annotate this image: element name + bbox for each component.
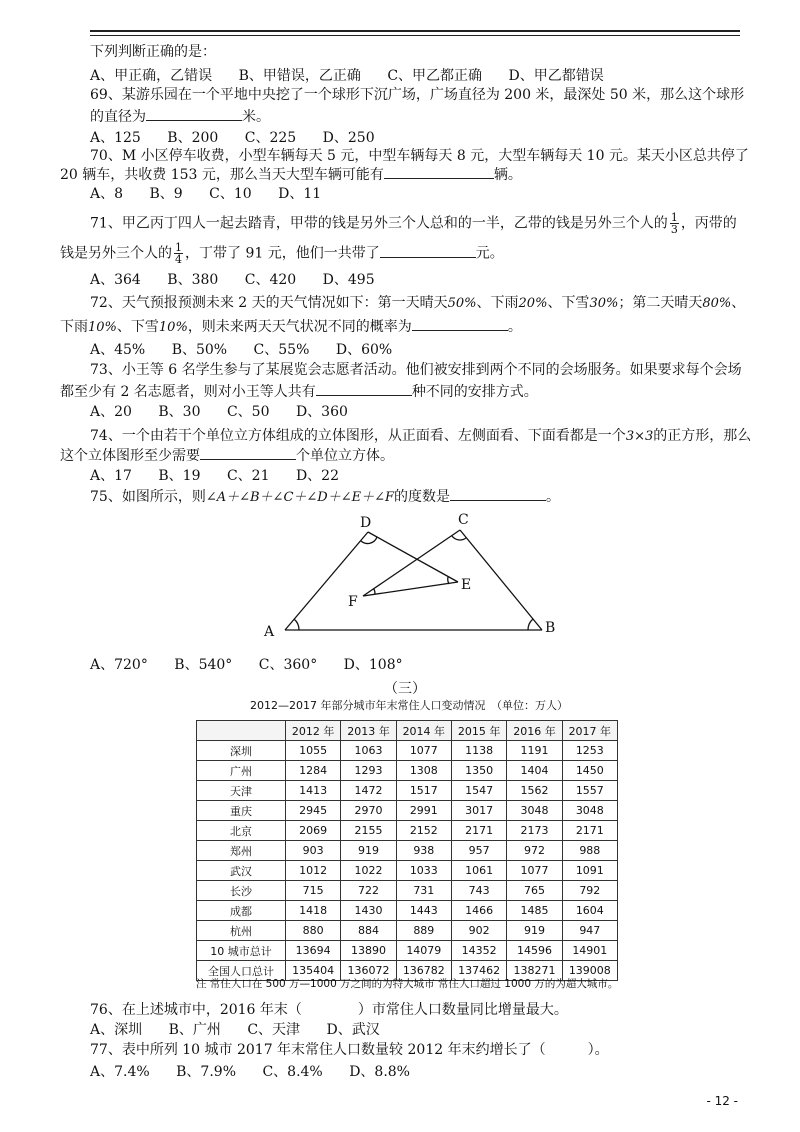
table-header-row <box>197 721 618 741</box>
q74-option-c[interactable]: C、21 <box>226 468 270 484</box>
table-cell: 2069 <box>286 821 341 841</box>
q68-stem: 下列判断正确的是： <box>90 44 216 60</box>
table-cell: 1450 <box>562 761 617 781</box>
table-cell: 139008 <box>562 961 617 981</box>
table-cell: 884 <box>341 921 396 941</box>
q70-stem-line1: 70、M 小区停车收费，小型车辆每天 5 元，中型车辆每天 8 元，大型车辆每天 10 元。某天小区总共停了 <box>90 148 749 164</box>
table-cell: 919 <box>507 921 562 941</box>
q68-option-d[interactable]: D、甲乙都错误 <box>508 68 604 84</box>
q72-snow-label: 、下雪 <box>547 295 590 311</box>
table-row <box>197 761 618 781</box>
q71-option-c[interactable]: C、420 <box>244 272 297 288</box>
q73-stem-line1: 73、小王等 6 名学生参与了某展览会志愿者活动。他们被安排到两个不同的会场服务。如果要求每个会场 <box>90 362 742 378</box>
table-cell: 880 <box>286 921 341 941</box>
table-cell: 1418 <box>286 901 341 921</box>
q69-options <box>90 128 397 148</box>
table-cell: 919 <box>341 841 396 861</box>
q72-option-c[interactable]: C、55% <box>253 342 310 358</box>
table-cell: 1077 <box>507 861 562 881</box>
q71-option-d[interactable]: D、495 <box>322 272 375 288</box>
q68-option-b[interactable]: B、甲错误，乙正确 <box>238 68 361 84</box>
q70-option-d[interactable]: D、11 <box>278 186 322 202</box>
table-cell: 3048 <box>562 801 617 821</box>
segment-ad <box>285 532 368 630</box>
q73-stem-suffix: 种不同的安排方式。 <box>411 384 538 400</box>
q72-day2-label: ；第二天晴天 <box>618 295 703 311</box>
q71-fraction2-numerator: 1 <box>175 241 182 254</box>
q74-answer-blank[interactable] <box>200 445 296 460</box>
q74-option-a[interactable]: A、17 <box>90 468 132 484</box>
table-cell: 14901 <box>562 941 617 961</box>
q72-prob-snow-day2: 10% <box>158 320 188 335</box>
table-cell: 1472 <box>341 781 396 801</box>
vertex-label-a: A <box>264 624 275 640</box>
table-cell: 2152 <box>396 821 451 841</box>
table-header-cell <box>197 721 286 741</box>
q76-option-d[interactable]: D、武汉 <box>326 1022 380 1038</box>
q72-separator: 、 <box>731 295 746 311</box>
table-cell: 2171 <box>451 821 506 841</box>
table-cell: 2945 <box>286 801 341 821</box>
population-table <box>196 720 618 981</box>
segment-cf <box>363 530 460 596</box>
table-cell: 1485 <box>507 901 562 921</box>
table-row-label: 郑州 <box>197 841 286 861</box>
q75-stem-suffix: 。 <box>546 489 561 505</box>
q69-stem-text: 的直径为 <box>90 109 146 125</box>
table-cell: 1466 <box>451 901 506 921</box>
table-header-cell: 2012 年 <box>286 721 341 741</box>
q77-options <box>90 1062 432 1082</box>
q69-answer-blank[interactable] <box>146 106 242 121</box>
q72-rain-label-2: 下雨 <box>60 319 88 335</box>
table-cell: 1077 <box>396 741 451 761</box>
table-cell: 792 <box>562 881 617 901</box>
table-header-cell: 2017 年 <box>562 721 617 741</box>
q71-fraction1-denominator: 3 <box>670 223 678 236</box>
table-cell: 889 <box>396 921 451 941</box>
table-header-cell: 2014 年 <box>396 721 451 741</box>
segment-ef <box>363 582 458 596</box>
vertex-label-d: D <box>360 515 372 531</box>
table-cell: 136782 <box>396 961 451 981</box>
table-row-label: 广州 <box>197 761 286 781</box>
q75-angle-sum: ∠A＋∠B＋∠C＋∠D＋∠E＋∠F <box>205 490 395 505</box>
table-cell: 1012 <box>286 861 341 881</box>
vertex-label-f: F <box>348 594 358 610</box>
table-cell: 1557 <box>562 781 617 801</box>
section-heading: （三） <box>384 681 426 697</box>
angle-arc-e <box>448 577 449 584</box>
table-row-label: 武汉 <box>197 861 286 881</box>
q76-option-a[interactable]: A、深圳 <box>90 1022 143 1038</box>
table-cell: 1350 <box>451 761 506 781</box>
table-cell: 13694 <box>286 941 341 961</box>
table-cell: 2173 <box>507 821 562 841</box>
q70-answer-blank[interactable] <box>384 164 494 179</box>
q70-option-c[interactable]: C、10 <box>209 186 252 202</box>
q69-option-c[interactable]: C、225 <box>244 130 297 146</box>
q71-answer-blank[interactable] <box>380 243 476 258</box>
page-number: - 12 - <box>706 1094 738 1108</box>
table-row-label: 重庆 <box>197 801 286 821</box>
q75-geometry-figure <box>260 505 570 645</box>
q68-option-c[interactable]: C、甲乙都正确 <box>387 68 483 84</box>
q73-option-c[interactable]: C、50 <box>226 404 270 420</box>
table-cell: 2171 <box>562 821 617 841</box>
table-note: 注 常住人口在 500 万—1000 万之间的为特大城市 常住人口超过 1000 万的为超大城市。 <box>196 978 619 990</box>
table-cell: 3017 <box>451 801 506 821</box>
q73-options <box>90 402 370 422</box>
table-row <box>197 941 618 961</box>
table-cell: 1138 <box>451 741 506 761</box>
q75-option-d[interactable]: D、108° <box>343 657 403 673</box>
q71-stem-suffix: 元。 <box>475 245 504 262</box>
table-cell: 715 <box>286 881 341 901</box>
table-cell: 137462 <box>451 961 506 981</box>
table-cell: 1055 <box>286 741 341 761</box>
q72-stem-text: 72、天气预报预测未来 2 天的天气情况如下：第一天晴天 <box>90 295 448 311</box>
q71-stem-text-3: 钱是另外三个人的 <box>60 245 172 262</box>
table-cell: 731 <box>396 881 451 901</box>
q69-stem-line1: 69、某游乐园在一个平地中央挖了一个球形下沉广场，广场直径为 200 米，最深处 50 米，那么这个球形 <box>90 87 745 103</box>
q72-answer-blank[interactable] <box>412 316 508 331</box>
q73-answer-blank[interactable] <box>316 381 412 396</box>
q68-options <box>90 66 626 86</box>
table-row-label: 长沙 <box>197 881 286 901</box>
q70-stem-line2 <box>60 164 522 185</box>
table-cell: 902 <box>451 921 506 941</box>
q77-stem: 77、表中所列 10 城市 2017 年末常住人口数量较 2012 年末约增长了（ ）。 <box>90 1042 609 1058</box>
table-cell: 135404 <box>286 961 341 981</box>
q74-option-b[interactable]: B、19 <box>158 468 201 484</box>
q69-option-a[interactable]: A、125 <box>90 130 141 146</box>
q69-stem-suffix: 米。 <box>242 109 270 125</box>
q73-stem-line2 <box>60 381 538 402</box>
q71-fraction-one-third <box>670 212 679 235</box>
q72-rain-label: 、下雨 <box>476 295 519 311</box>
q72-stem-line2 <box>60 316 522 338</box>
q72-prob-rain-day1: 20% <box>518 296 548 311</box>
q77-option-d[interactable]: D、8.8% <box>349 1064 410 1080</box>
q68-option-a[interactable]: A、甲正确，乙错误 <box>90 68 213 84</box>
table-cell: 1604 <box>562 901 617 921</box>
vertex-label-e: E <box>461 577 472 593</box>
table-row <box>197 841 618 861</box>
q72-stem-text-2: ，则未来两天天气状况不同的概率为 <box>187 319 412 335</box>
table-cell: 1293 <box>341 761 396 781</box>
table-cell: 136072 <box>341 961 396 981</box>
q72-options <box>90 340 414 360</box>
q73-stem-text: 都至少有 2 名志愿者，则对小王等人共有 <box>60 384 316 400</box>
q72-stem-suffix: 。 <box>507 319 522 335</box>
table-row-label: 成都 <box>197 901 286 921</box>
q72-option-b[interactable]: B、50% <box>171 342 228 358</box>
table-cell: 938 <box>396 841 451 861</box>
vertex-label-c: C <box>458 512 469 528</box>
table-cell: 743 <box>451 881 506 901</box>
angle-arc-c <box>452 536 466 540</box>
table-cell: 2970 <box>341 801 396 821</box>
table-body <box>197 741 618 981</box>
q69-option-d[interactable]: D、250 <box>322 130 375 146</box>
table-row <box>197 901 618 921</box>
table-cell: 1091 <box>562 861 617 881</box>
table-cell: 1308 <box>396 761 451 781</box>
q71-stem-text: 71、甲乙丙丁四人一起去踏青，甲带的钱是另外三个人总和的一半，乙带的钱是另外三个人的 <box>90 215 668 232</box>
q72-snow-label-2: 、下雪 <box>116 319 159 335</box>
table-row-label: 深圳 <box>197 741 286 761</box>
angle-arc-b <box>528 619 533 630</box>
q71-fraction-one-fourth <box>174 242 183 265</box>
table-cell: 1061 <box>451 861 506 881</box>
q70-options <box>90 184 343 204</box>
table-row <box>197 801 618 821</box>
table-cell: 903 <box>286 841 341 861</box>
table-cell: 1443 <box>396 901 451 921</box>
table-cell: 138271 <box>507 961 562 981</box>
q70-option-b[interactable]: B、9 <box>149 186 183 202</box>
table-row-label: 天津 <box>197 781 286 801</box>
q75-answer-blank[interactable] <box>450 486 546 501</box>
q73-option-b[interactable]: B、30 <box>158 404 201 420</box>
q71-fraction1-numerator: 1 <box>670 211 678 224</box>
q74-stem-line1 <box>90 426 751 447</box>
q72-stem-line1 <box>90 293 745 314</box>
table-cell: 13890 <box>341 941 396 961</box>
table-cell: 3048 <box>507 801 562 821</box>
table-header-cell: 2016 年 <box>507 721 562 741</box>
q74-stem-line2 <box>60 445 394 466</box>
q76-option-b[interactable]: B、广州 <box>168 1022 221 1038</box>
q74-dimension: 3×3 <box>625 429 654 444</box>
angle-arc-f <box>374 589 375 594</box>
table-cell: 1022 <box>341 861 396 881</box>
q75-option-c[interactable]: C、360° <box>258 657 318 673</box>
q72-option-d[interactable]: D、60% <box>335 342 393 358</box>
table-header-cell: 2015 年 <box>451 721 506 741</box>
q69-option-b[interactable]: B、200 <box>167 130 219 146</box>
table-row <box>197 881 618 901</box>
table-cell: 14079 <box>396 941 451 961</box>
table-header-cell: 2013 年 <box>341 721 396 741</box>
table-cell: 1547 <box>451 781 506 801</box>
q77-option-c[interactable]: C、8.4% <box>262 1064 323 1080</box>
q74-option-d[interactable]: D、22 <box>295 468 339 484</box>
table-cell: 14352 <box>451 941 506 961</box>
q76-stem: 76、在上述城市中，2016 年末（ ）市常住人口数量同比增量最大。 <box>90 1002 568 1018</box>
table-cell: 1413 <box>286 781 341 801</box>
table-cell: 947 <box>562 921 617 941</box>
q71-stem-line2 <box>60 242 504 265</box>
q75-stem-text-2: 的度数是 <box>394 489 451 505</box>
segment-bc <box>460 530 542 630</box>
q69-stem-line2 <box>90 106 270 127</box>
table-cell: 1517 <box>396 781 451 801</box>
table-cell: 722 <box>341 881 396 901</box>
table-row <box>197 781 618 801</box>
table-cell: 972 <box>507 841 562 861</box>
q71-fraction2-denominator: 4 <box>175 253 182 266</box>
header-rule-thin <box>90 35 740 36</box>
q71-option-a[interactable]: A、364 <box>90 272 141 288</box>
q72-prob-rain-day2: 10% <box>88 320 117 335</box>
table-row <box>197 861 618 881</box>
q74-stem-text-2: 的正方形，那么 <box>653 428 752 444</box>
q76-option-c[interactable]: C、天津 <box>247 1022 301 1038</box>
table-cell: 1063 <box>341 741 396 761</box>
table-cell: 1562 <box>507 781 562 801</box>
table-cell: 957 <box>451 841 506 861</box>
table-row-label: 全国人口总计 <box>197 961 286 981</box>
q74-stem-text: 74、一个由若干个单位立方体组成的立体图形，从正面看、左侧面看、下面看都是一个 <box>90 428 626 444</box>
q73-option-d[interactable]: D、360 <box>295 404 348 420</box>
table-row-label: 10 城市总计 <box>197 941 286 961</box>
table-row <box>197 921 618 941</box>
q75-option-a[interactable]: A、720° <box>90 657 148 673</box>
table-title: 2012—2017 年部分城市年末常住人口变动情况 （单位：万人） <box>250 699 568 712</box>
table-cell: 2155 <box>341 821 396 841</box>
table-cell: 1430 <box>341 901 396 921</box>
table-cell: 1191 <box>507 741 562 761</box>
q74-options <box>90 466 361 486</box>
table-cell: 14596 <box>507 941 562 961</box>
vertex-label-b: B <box>545 620 556 636</box>
table-cell: 1253 <box>562 741 617 761</box>
header-rule-thick <box>90 30 740 32</box>
segment-de <box>368 532 458 582</box>
q70-stem-suffix: 辆。 <box>493 167 522 183</box>
q71-stem-text-2: ，丙带的 <box>680 215 737 232</box>
table-cell: 1284 <box>286 761 341 781</box>
q71-stem-text-4: ，丁带了 91 元，他们一共带了 <box>185 245 380 262</box>
table-row-label: 杭州 <box>197 921 286 941</box>
table-cell: 1404 <box>507 761 562 781</box>
q77-option-b[interactable]: B、7.9% <box>176 1064 236 1080</box>
table-row-label: 北京 <box>197 821 286 841</box>
q72-prob-sunny-day2: 80% <box>702 296 732 311</box>
q71-option-b[interactable]: B、380 <box>167 272 219 288</box>
table-cell: 1033 <box>396 861 451 881</box>
table-row <box>197 821 618 841</box>
table-cell: 765 <box>507 881 562 901</box>
q75-stem-text: 75、如图所示，则 <box>90 489 206 505</box>
q74-stem-text-3: 这个立体图形至少需要 <box>60 448 200 464</box>
q70-stem-text: 20 辆车，共收费 153 元，那么当天大型车辆可能有 <box>60 167 384 183</box>
table-row <box>197 741 618 761</box>
table-cell: 988 <box>562 841 617 861</box>
q75-option-b[interactable]: B、540° <box>174 657 233 673</box>
q71-options <box>90 270 397 290</box>
q72-prob-sunny-day1: 50% <box>447 296 477 311</box>
q77-option-a[interactable]: A、7.4% <box>90 1064 150 1080</box>
q71-stem-line1 <box>90 212 737 235</box>
q72-option-a[interactable]: A、45% <box>90 342 146 358</box>
q70-option-a[interactable]: A、8 <box>90 186 124 202</box>
q73-option-a[interactable]: A、20 <box>90 404 132 420</box>
q72-prob-snow-day1: 30% <box>589 296 619 311</box>
q76-options <box>90 1020 402 1040</box>
q74-stem-suffix: 个单位立方体。 <box>296 448 394 464</box>
angle-arc-a <box>294 619 299 630</box>
table-cell: 2991 <box>396 801 451 821</box>
q75-options <box>90 655 425 675</box>
